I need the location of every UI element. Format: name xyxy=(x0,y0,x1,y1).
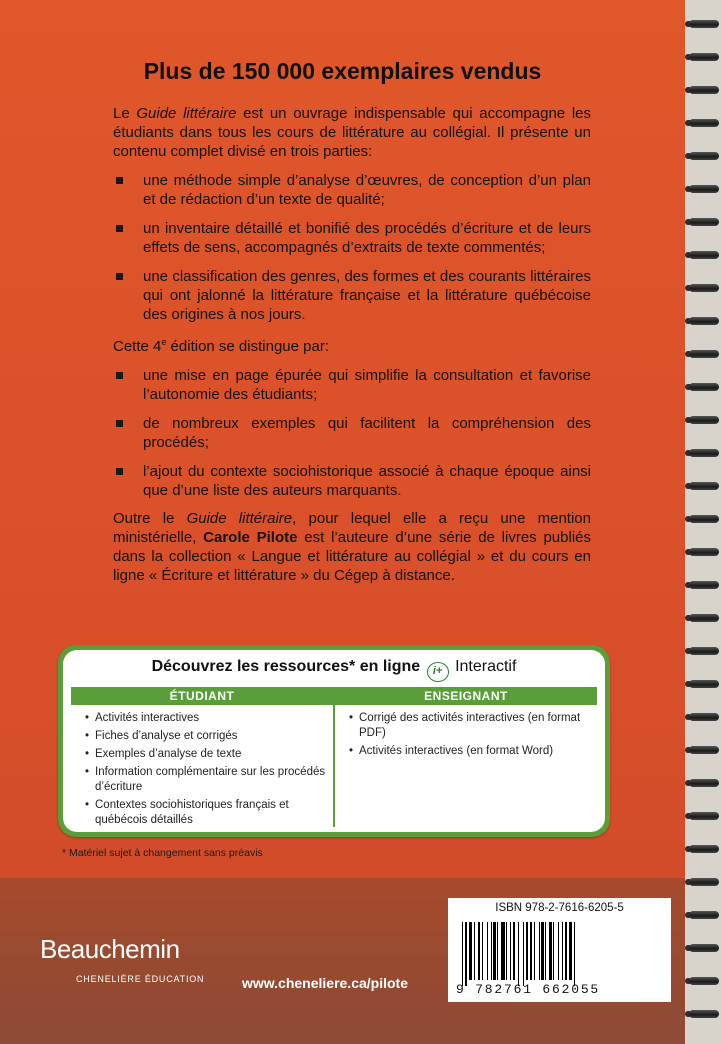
list-item: • Corrigé des activités interactives (en format PDF) xyxy=(349,711,591,741)
teacher-header: ENSEIGNANT xyxy=(335,687,597,705)
list-item: • Information complémentaire sur les procédés d’écriture xyxy=(85,765,327,795)
list-item: une mise en page épurée qui simplifie la consultation et favorise l’autonomie des étudiants; xyxy=(113,366,591,404)
spiral-coil xyxy=(685,942,722,954)
spiral-coil xyxy=(685,810,722,822)
spiral-coil xyxy=(685,876,722,888)
resources-title: Découvrez les ressources* en ligne i+ Interactif xyxy=(63,658,605,682)
description xyxy=(113,104,591,585)
list-item: • Activités interactives xyxy=(85,711,327,726)
resources-box xyxy=(58,645,610,837)
spiral-coil xyxy=(685,744,722,756)
spiral-coil xyxy=(685,18,722,30)
spiral-coil xyxy=(685,546,722,558)
author-paragraph: Outre le Guide littéraire, pour lequel elle a reçu une mention ministérielle, Carole Pilote est l’auteure d’une série de livres publiés dans la collection « Langue et littérature au collégial » et du cours en ligne « Écriture et littérature » du Cégep à distance. xyxy=(113,510,592,584)
list-item: • Contextes sociohistoriques français et québécois détaillés xyxy=(85,798,327,828)
spiral-coil xyxy=(685,513,722,525)
list-item: l’ajout du contexte sociohistorique associé à chaque époque ainsi que d’une liste des auteurs marquants. xyxy=(113,462,591,500)
publisher-name: Beauchemin xyxy=(40,934,180,964)
teacher-column xyxy=(335,687,597,827)
spiral-coil xyxy=(685,84,722,96)
list-item: un inventaire détaillé et bonifié des procédés d’écriture et de leurs effets de sens, accompagnés d’extraits de texte commentés; xyxy=(113,219,591,257)
interactif-logo-icon: i+ xyxy=(427,662,449,682)
barcode-digits: 9 782761 662055 xyxy=(456,982,601,997)
spiral-coil xyxy=(685,414,722,426)
spiral-coil xyxy=(685,843,722,855)
list-item: une classification des genres, des formes et des courants littéraires qui ont jalonné la littérature française et la littérature québécoise des origines à nos jours. xyxy=(113,267,591,324)
spiral-coil xyxy=(685,612,722,624)
headline: Plus de 150 000 exemplaires vendus xyxy=(143,58,542,84)
spiral-coil xyxy=(685,678,722,690)
spiral-coil xyxy=(685,645,722,657)
spiral-coil xyxy=(685,777,722,789)
spiral-coil xyxy=(685,1008,722,1020)
spiral-coil xyxy=(685,216,722,228)
spiral-coil xyxy=(685,480,722,492)
barcode-label xyxy=(448,898,671,1002)
barcode-icon xyxy=(462,922,657,980)
publisher-subtitle: CHENELIÈRE ÉDUCATION xyxy=(76,974,205,984)
spiral-coil xyxy=(685,183,722,195)
footnote: * Matériel sujet à changement sans préavis xyxy=(62,847,263,859)
spiral-coil xyxy=(685,975,722,987)
list-item: une méthode simple d’analyse d’œuvres, de conception d’un plan et de rédaction d’un texte de qualité; xyxy=(113,171,591,209)
spiral-binding xyxy=(685,0,722,1044)
isbn-text: ISBN 978-2-7616-6205-5 xyxy=(495,902,624,914)
spiral-coil xyxy=(685,909,722,921)
spiral-coil xyxy=(685,150,722,162)
list-item: • Exemples d’analyse de texte xyxy=(85,747,327,762)
list-item: • Activités interactives (en format Word) xyxy=(349,744,591,759)
spiral-coil xyxy=(685,315,722,327)
intro-paragraph: Le Guide littéraire est un ouvrage indispensable qui accompagne les étudiants dans tous les cours de littérature au collégial. Il présente un contenu complet divisé en trois parties: xyxy=(113,105,591,160)
spiral-coil xyxy=(685,282,722,294)
spiral-coil xyxy=(685,447,722,459)
spiral-coil xyxy=(685,381,722,393)
student-header: ÉTUDIANT xyxy=(71,687,333,705)
student-column xyxy=(71,687,335,827)
spiral-coil xyxy=(685,348,722,360)
spiral-coil xyxy=(685,51,722,63)
website-url: www.cheneliere.ca/pilote xyxy=(242,975,408,991)
list-item: de nombreux exemples qui facilitent la compréhension des procédés; xyxy=(113,414,591,452)
spiral-coil xyxy=(685,579,722,591)
edition-lead: Cette 4e édition se distingue par: xyxy=(113,337,329,355)
spiral-coil xyxy=(685,249,722,261)
spiral-coil xyxy=(685,117,722,129)
spiral-coil xyxy=(685,711,722,723)
list-item: • Fiches d’analyse et corrigés xyxy=(85,729,327,744)
